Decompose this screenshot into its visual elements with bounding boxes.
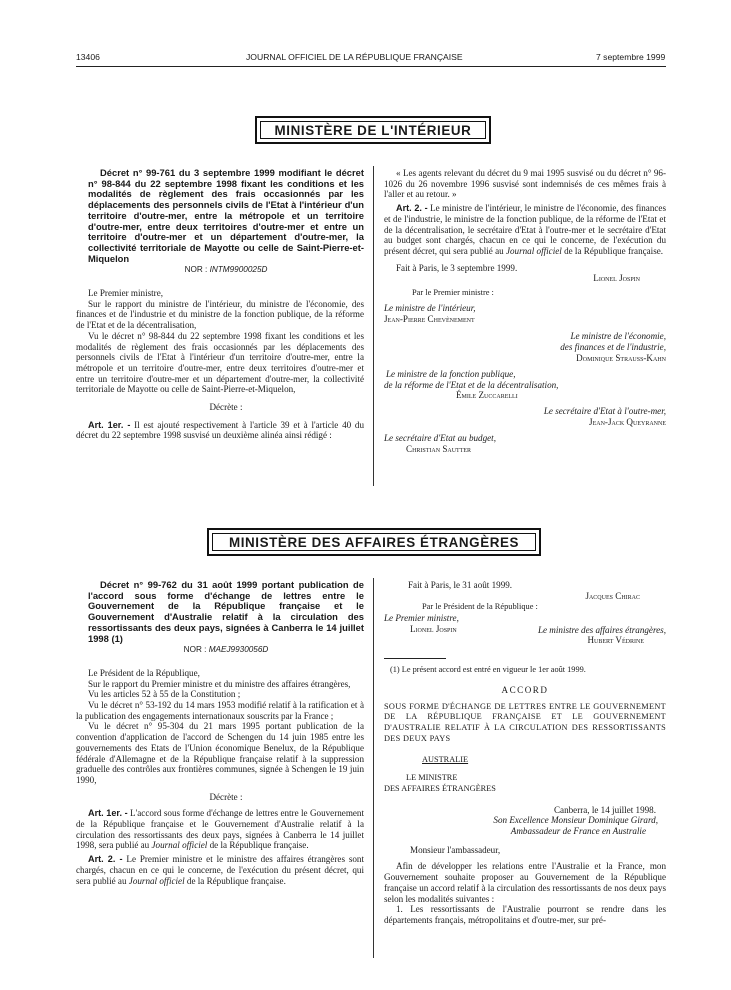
signatory-title: Le ministre de l'économie, — [570, 330, 666, 341]
le-ministre: LE MINISTRE — [406, 773, 458, 783]
article-1: Art. 1er. - Il est ajouté respectivement à l'article 39 et à l'article 40 du décret du 22 septembre 1998 susvisé un deuxième alinéa ainsi rédigé : — [76, 419, 365, 441]
signatory-name: Jean-Jack Queyranne — [589, 417, 666, 428]
signatory-name: Dominique Strauss-Kahn — [576, 352, 666, 363]
section1-left-column — [76, 168, 364, 441]
section2-right-column — [384, 580, 666, 926]
preamble: Vu le décret n° 98-844 du 22 septembre 1998 fixant les conditions et les modalités de règlement des frais occasionnés par les déplacements des personnels civils de l'Etat à l'intérieur d'un territoire d'outre-mer, entre la métropole et un territoire d'outre-mer, entre deux territoires d'outre-mer et entre un territoire d'outre-mer et un département d'outre-mer, la collectivité territoriale de Mayotte ou celle de Saint-Pierre-et-Miquelon, — [76, 330, 364, 395]
column-divider — [373, 578, 374, 958]
signatory-name: Lionel Jospin — [410, 623, 457, 634]
decree-title: Décret n° 99-762 du 31 août 1999 portant publication de l'accord sous forme d'échange de lettres entre le Gouvernement de la République française et le Gouvernement d'Australie relatif à la circulation des ressortissants des deux pays, signées à Canberra le 14 juillet 1998 (1) — [88, 579, 364, 644]
fait-a-paris: Fait à Paris, le 3 septembre 1999. — [396, 262, 518, 273]
nor-reference: NOR : INTM9900025D — [184, 265, 268, 275]
letter-paragraph: Afin de développer les relations entre l'Australie et la France, mon Gouvernement souhaite proposer au Gouvernement de la République française un accord relatif à la circulation des ressortissants de nos deux pays selon les modalités suivantes : — [384, 861, 666, 904]
addressee: Ambassadeur de France en Australie — [510, 826, 646, 837]
article-2: Art. 2. - Le Premier ministre et le ministre des affaires étrangères sont chargés, chacun en ce qui le concerne, de l'exécution du présent décret, qui sera publié au Journal officiel de la République française. — [76, 854, 365, 886]
signatory-title: Le secrétaire d'Etat au budget, — [384, 433, 496, 444]
accord-heading: ACCORD — [501, 685, 549, 696]
preamble: Vu le décret n° 95-304 du 21 mars 1995 portant publication de la convention d'application de l'accord de Schengen du 14 juin 1985 entre les gouvernements des Etats de l'Union économique Benelux, de la République fédérale d'Allemagne et de la République française relatif à la suppression graduelle des contrôles aux frontières communes, signée à Schengen le 19 juin 1990, — [76, 721, 364, 785]
letter-paragraph: 1. Les ressortissants de l'Australie pourront se rendre dans les départements français, métropolitains et d'outre-mer, sur pré- — [384, 904, 666, 925]
section2-left-column — [76, 580, 364, 886]
addressee: Son Excellence Monsieur Dominique Girard, — [493, 815, 658, 826]
fait-a-paris: Fait à Paris, le 31 août 1999. — [408, 580, 513, 590]
signatory-name: Hubert Védrine — [587, 635, 644, 646]
signatory-name: Lionel Jospin — [593, 273, 640, 284]
article-2: Art. 2. - Le ministre de l'intérieur, le ministre de l'économie, des finances et de l'industrie, le ministre de la fonction publique, de la réforme de l'Etat et de la décentralisation, le secrétaire d'Etat à l'outre-mer et le secrétaire d'Etat au budget sont chargés, chacun en ce qui le concerne, de l'exécution du présent décret, qui sera publié au Journal officiel de la République française. — [384, 203, 666, 256]
ministry-heading-text: MINISTÈRE DE L'INTÉRIEUR — [274, 122, 472, 138]
quoted-paragraph: « Les agents relevant du décret du 9 mai 1995 susvisé ou du décret n° 96-1026 du 26 novembre 1996 susvisé sont indemnisés de ces mêmes frais à l'aller et au retour. » — [384, 168, 666, 200]
decree-title: Décret n° 99-761 du 3 septembre 1999 modifiant le décret n° 98-844 du 22 septembre 1998 fixant les conditions et les modalités de règlement des frais occasionnés par les déplacements des personnels civils de l'Etat à l'intérieur d'un territoire d'outre-mer, entre la métropole et un territoire d'outre-mer, entre deux territoires d'outre-mer et entre un territoire d'outre-mer et un département d'outre-mer, la collectivité territoriale de Mayotte ou celle de Saint-Pierre-et-Miquelon — [88, 167, 364, 264]
salutation: Monsieur l'ambassadeur, — [410, 844, 501, 855]
signatory-title: des finances et de l'industrie, — [560, 341, 666, 352]
section1-right-column — [384, 168, 666, 455]
decrete: Décrète : — [209, 402, 243, 413]
signatory-title: Le ministre des affaires étrangères, — [537, 624, 666, 635]
preamble: Le Premier ministre, — [88, 288, 164, 299]
column-divider — [373, 166, 374, 486]
affaires-etrangeres: DES AFFAIRES ÉTRANGÈRES — [384, 783, 496, 793]
journal-title: JOURNAL OFFICIEL DE LA RÉPUBLIQUE FRANÇAISE — [246, 52, 463, 62]
footnote-rule — [384, 658, 446, 659]
australie-heading: AUSTRALIE — [422, 754, 469, 764]
signatory-title: Le ministre de la fonction publique, — [386, 368, 516, 379]
signatory-title: de la réforme de l'Etat et de la décentralisation, — [384, 379, 559, 390]
preamble: Vu les articles 52 à 55 de la Constitution ; — [88, 689, 241, 700]
footnote: (1) Le présent accord est entré en vigueur le 1er août 1999. — [390, 665, 586, 675]
preamble: Sur le rapport du ministre de l'intérieur, du ministre de l'économie, des finances et de l'industrie et du ministre de la fonction publique, de la réforme de l'Etat et de la décentralisation, — [76, 298, 364, 331]
decrete: Décrète : — [209, 791, 243, 802]
preamble: Sur le rapport du Premier ministre et du ministre des affaires étrangères, — [88, 678, 351, 689]
article-1: Art. 1er. - L'accord sous forme d'échange de lettres entre le Gouvernement de la République française et le Gouvernement d'Australie relatif à la circulation des ressortissants des deux pays, signées à Canberra le 14 juillet 1998, sera publié au Journal officiel de la République française. — [76, 808, 365, 851]
preamble: Le Président de la République, — [88, 667, 200, 678]
par-le-premier-ministre: Par le Premier ministre : — [412, 288, 494, 298]
page-number: 13406 — [76, 52, 100, 62]
ministry-heading-text: MINISTÈRE DES AFFAIRES ÉTRANGÈRES — [228, 534, 520, 550]
signatory-title: Le secrétaire d'Etat à l'outre-mer, — [543, 406, 666, 417]
par-le-president: Par le Président de la République : — [422, 601, 538, 611]
signatory-name: Christian Sautter — [406, 444, 472, 455]
ministry-heading-affaires-etrangeres — [207, 528, 541, 556]
ministry-heading-interieur — [255, 116, 491, 144]
header-rule — [76, 66, 666, 67]
signatory-title: Le ministre de l'intérieur, — [384, 303, 476, 314]
accord-subtitle: SOUS FORME D'ÉCHANGE DE LETTRES ENTRE LE GOUVERNEMENT DE LA RÉPUBLIQUE FRANÇAISE ET LE GOUVERNEMENT D'AUSTRALIE RELATIF À LA CIRCULATION DES RESSORTISSANTS DES DEUX PAYS — [384, 701, 666, 743]
header-date: 7 septembre 1999 — [596, 52, 666, 62]
signatory-title: Le Premier ministre, — [384, 612, 459, 623]
signatory-name: Émile Zuccarelli — [456, 390, 518, 401]
nor-reference: NOR : MAEJ9930056D — [183, 645, 269, 655]
canberra-date: Canberra, le 14 juillet 1998. — [553, 804, 656, 815]
signatory-name: Jacques Chirac — [585, 590, 640, 601]
preamble: Vu le décret n° 53-192 du 14 mars 1953 modifié relatif à la ratification et à la publication des engagements internationaux souscrits par la France ; — [76, 700, 364, 721]
signatory-name: Jean-Pierre Chevènement — [384, 314, 475, 325]
